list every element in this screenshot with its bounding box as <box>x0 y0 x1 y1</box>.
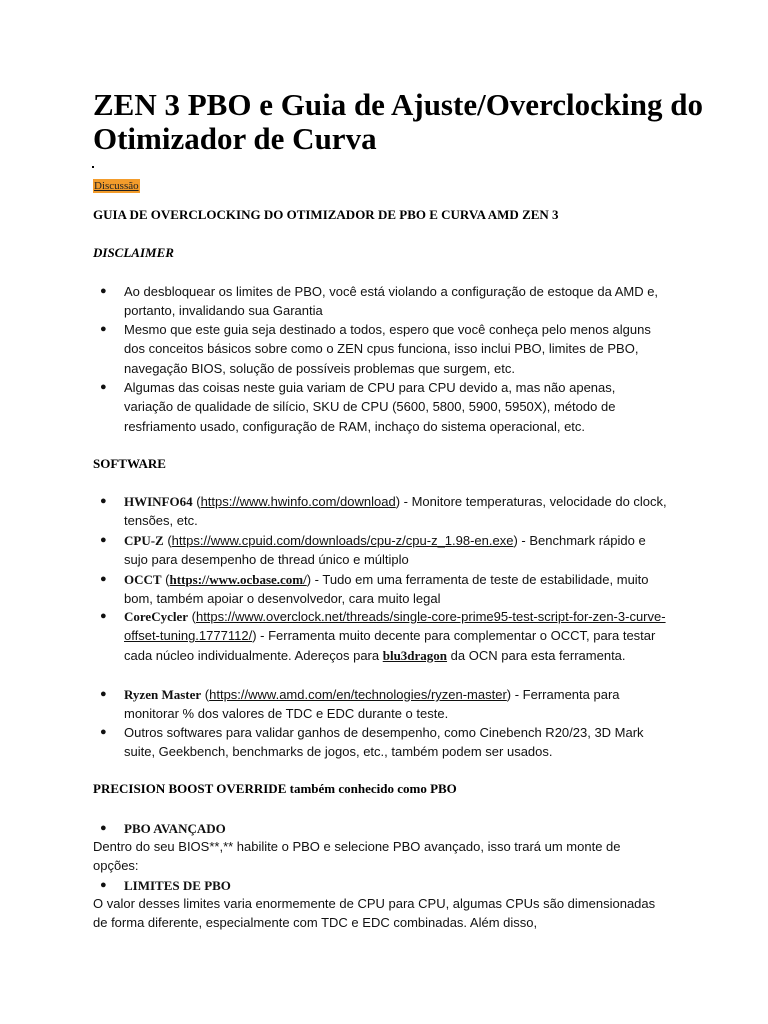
pbo-limits-item <box>93 876 668 895</box>
software-desc: ) - Ferramenta para monitorar % dos valores de TDC e EDC durante o teste. <box>124 687 620 722</box>
software-item <box>93 723 668 762</box>
document-title: ZEN 3 PBO e Guia de Ajuste/Overclocking do Otimizador de Curva <box>93 87 703 156</box>
bullet-icon: ● <box>100 688 107 700</box>
paren: ( <box>192 494 201 509</box>
disclaimer-item <box>93 378 668 436</box>
credit-link[interactable]: blu3dragon <box>382 647 448 663</box>
pbo-limits-text: O valor desses limites varia enormemente de CPU para CPU, algumas CPUs são dimensionadas de forma diferente, especialmente com TDC e EDC combinadas. Além disso, <box>93 896 656 931</box>
software-link[interactable]: https://www.hwinfo.com/download <box>200 494 396 509</box>
software-name: OCCT <box>124 572 162 587</box>
pbo-heading-caps: PRECISION BOOST OVERRIDE <box>93 781 287 796</box>
stray-dot <box>92 166 94 168</box>
paren: ( <box>188 609 196 624</box>
disclaimer-text: Algumas das coisas neste guia variam de CPU para CPU devido a, mas não apenas, variação de qualidade de silício, SKU de CPU (5600, 5800, 5900, 5950X), método de resfriamento usado, configuração de RAM, inchaço do sistema operacional, etc. <box>124 380 616 434</box>
disclaimer-text: Ao desbloquear os limites de PBO, você está violando a configuração de estoque da AMD e, portanto, invalidando sua Garantia <box>124 284 659 319</box>
software-item <box>93 607 668 665</box>
software-item <box>93 570 668 609</box>
pbo-advanced-label: PBO AVANÇADO <box>124 821 226 836</box>
software-link[interactable]: https://www.overclock.net/threads/single-core-prime95-test-script-for-zen-3-curve-offset-tuning.1777112/ <box>124 609 666 644</box>
software-name: Ryzen Master <box>124 687 202 702</box>
software-desc: ) - Ferramenta muito decente para complementar o OCCT, para testar cada núcleo individualmente. Adereços para <box>124 628 656 663</box>
bullet-icon: ● <box>100 726 107 738</box>
disclaimer-heading: DISCLAIMER <box>93 245 174 260</box>
software-name: CPU-Z <box>124 533 164 548</box>
paren: ( <box>161 572 170 587</box>
bullet-icon: ● <box>100 381 107 393</box>
software-desc: ) - Benchmark rápido e sujo para desempenho de thread único e múltiplo <box>124 533 646 568</box>
disclaimer-item <box>93 282 668 321</box>
bullet-icon: ● <box>100 495 107 507</box>
software-item <box>93 531 668 570</box>
software-item <box>93 685 668 724</box>
software-name: HWINFO64 <box>124 494 193 509</box>
software-link[interactable]: https://www.ocbase.com/ <box>169 572 307 587</box>
software-link[interactable]: https://www.cpuid.com/downloads/cpu-z/cpu-z_1.98-en.exe <box>171 533 514 548</box>
bullet-icon: ● <box>100 610 107 622</box>
software-other-text: Outros softwares para validar ganhos de desempenho, como Cinebench R20/23, 3D Mark suite, Geekbench, benchmarks de jogos, etc., também podem ser usados. <box>124 725 644 760</box>
pbo-limits-label: LIMITES DE PBO <box>124 878 231 893</box>
bullet-icon: ● <box>100 534 107 546</box>
disclaimer-text: Mesmo que este guia seja destinado a todos, espero que você conheça pelo menos alguns dos conceitos básicos sobre como o ZEN cpus funciona, isso inclui PBO, limites de PBO, navegação BIOS, solução de possíveis problemas que surgem, etc. <box>124 322 651 376</box>
pbo-advanced-item <box>93 819 668 838</box>
disclaimer-item <box>93 320 668 378</box>
bullet-icon: ● <box>100 323 107 335</box>
bullet-icon: ● <box>100 879 107 891</box>
bullet-icon: ● <box>100 822 107 834</box>
software-name: CoreCycler <box>124 609 189 624</box>
pbo-advanced-text: Dentro do seu BIOS**,** habilite o PBO e selecione PBO avançado, isso trará um monte de opções: <box>93 839 621 874</box>
paren: ( <box>201 687 210 702</box>
software-desc: ) - Tudo em uma ferramenta de teste de estabilidade, muito bom, também apoiar o desenvolvedor, cara muito legal <box>124 572 649 607</box>
bullet-icon: ● <box>100 285 107 297</box>
paren: ( <box>163 533 172 548</box>
software-link[interactable]: https://www.amd.com/en/technologies/ryzen-master <box>209 687 507 702</box>
software-item <box>93 492 668 531</box>
software-heading: SOFTWARE <box>93 456 166 471</box>
category-tag-link[interactable]: Discussão <box>94 180 139 192</box>
pbo-heading <box>93 781 457 797</box>
guide-heading: GUIA DE OVERCLOCKING DO OTIMIZADOR DE PBO E CURVA AMD ZEN 3 <box>93 207 559 222</box>
software-desc: ) - Monitore temperaturas, velocidade do clock, tensões, etc. <box>124 494 667 529</box>
pbo-heading-rest: também conhecido como PBO <box>286 781 457 796</box>
bullet-icon: ● <box>100 573 107 585</box>
software-desc-end: da OCN para esta ferramenta. <box>447 647 626 663</box>
